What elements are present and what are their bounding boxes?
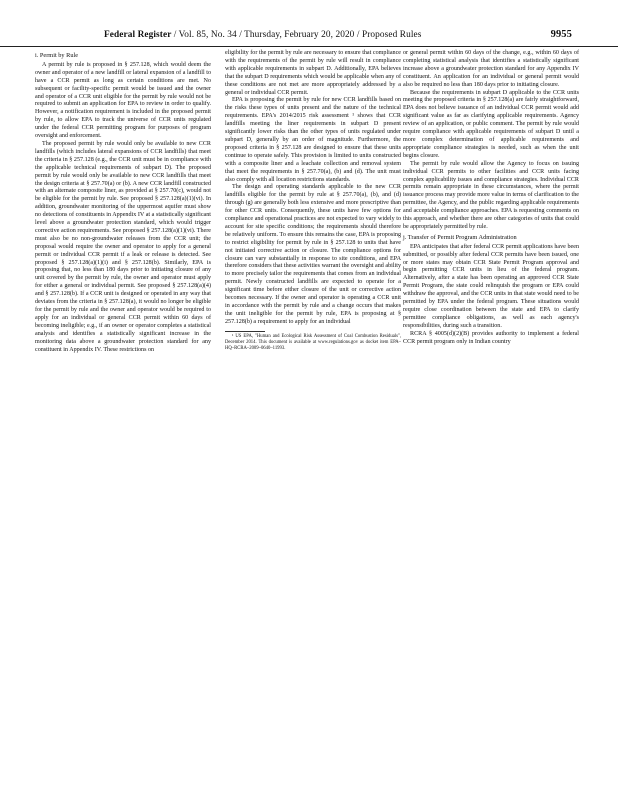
paragraph: EPA is proposing the permit by rule for new CCR landfills based on the risks these types of units present and the nature of the technical requirements. EPA's 2014/2015 risk assessment ¹ shows that CCR landfills meeting the liner requirements in subpart D present significantly lower risks than the other types of units regulated under subpart D, generally by an order of magnitude. Furthermore, the proposed criteria in § 257.128 are designed to ensure that these units continue to operate safely. This provision is limited to units constructed with a composite liner and a leachate collection and removal system that meet the requirements in § 257.70(a), (b) and (d). The unit must also comply with all location restrictions standards.	[225, 97, 401, 183]
body-columns	[35, 50, 585, 795]
section-heading-permit-by-rule: i. Permit by Rule	[35, 52, 79, 59]
page-header	[0, 0, 618, 44]
column-3	[403, 50, 579, 347]
header-rule	[0, 46, 618, 47]
footnote-rule	[225, 331, 265, 332]
journal-title: Federal Register	[104, 30, 172, 40]
paragraph: The proposed permit by rule would only be available to new CCR landfills (which includes lateral expansions of CCR landfills) that meet the criteria in § 257.128 (e.g., the CCR unit must be in compliance with the applicable technical requirements of subpart D). The proposed permit by rule would only be available to new CCR landfills that meet the design criteria at § 257.70(a) or (b). A new CCR landfill constructed with an alternate composite liner, as provided at § 257.70(c), would not be eligible for the permit by rule. See proposed § 257.128(a)(1)(vi). In addition, groundwater monitoring of the uppermost aquifer must show no detections of constituents in Appendix IV at a statistically significant level above a groundwater protection standard, which would trigger corrective action requirements. See proposed § 257.128(a)(1)(vi). There must also be no non-groundwater releases from the CCR unit; the proposal would require the owner and operator to apply for a general permit or individual CCR permit if a leak or release is detected. See proposed § 257.128(a)(1)(i) and § 257.128(b). Similarly, EPA is proposing that, no less than 180 days prior to initiating closure of any unit covered by the permit by rule, the owner and operator must apply for either a general or individual permit. See proposed § 257.128(a)(4) and § 257.128(b). If a CCR unit is designed or operated in any way that deviates from the criteria in § 257.128(a), it would no longer be eligible for the permit by rule and the owner and operator would be required to apply for an individual or general CCR permit within 60 days of becoming ineligible; e.g., if an owner or operator completes a statistical analysis and identifies a statistically significant increase in the monitoring data above a groundwater protection standard for any constituent in Appendix IV. These restrictions on	[35, 140, 211, 353]
issue-info: / Vol. 85, No. 34 / Thursday, February 20, 2020 / Proposed Rules	[173, 30, 422, 40]
paragraph: EPA anticipates that after federal CCR permit applications have been submitted, or possibly after federal CCR permits have been issued, one or more states may obtain CCR State Permit Program approval and begin permitting CCR units in lieu of the federal program. Alternatively, after a state has been operating an approved CCR State Permit Program, the state could relinquish the program or EPA could withdraw the approval, and the CCR units in that state would need to be permitted by EPA under the federal program. These situations would require close coordination between the state and EPA to clarify permittee compliance obligations, as well as each agency's responsibilities, during such a transition.	[403, 243, 579, 329]
running-head	[104, 30, 580, 40]
column-2	[225, 50, 401, 352]
paragraph: The design and operating standards applicable to the new CCR landfills eligible for the permit by rule at § 257.70(a), (b), and (d) through (g) are generally both less extensive and more prescriptive than for other CCR units. Consequently, these units have few options for compliance and operational practices are not expected to vary widely to account for site specific conditions; the requirements should therefore be relatively uniform. To ensure this remains the case, EPA is proposing to restrict eligibility for permit by rule in § 257.128 to units that have not initiated corrective action or closure. The compliance options for closure can vary substantially in response to site conditions, and EPA therefore considers that these activities warrant the oversight and ability to more precisely tailor the requirements that comes from an individual permit. Newly constructed landfills are expected to operate for a significant time before either closure of the unit or corrective action becomes necessary. If the owner and operator is operating a CCR unit in accordance with the permit by rule and a change occurs that makes the unit ineligible for the permit by rule, EPA is proposing at § 257.128(b) a requirement to apply for an individual	[225, 184, 401, 325]
page-number: 9955	[550, 29, 572, 40]
section-heading-transfer: j. Transfer of Permit Program Administration	[403, 233, 517, 241]
paragraph: The permit by rule would allow the Agency to focus on issuing individual CCR permits to other facilities and CCR units facing complex applicability issues and compliance strategies. Individual CCR permits remain appropriate in these circumstances, where the permit issuance process may provide more value in terms of clarification to the permittee, the Agency, and the public regarding applicable requirements and acceptable compliance approaches. EPA is requesting comments on this approach, and whether there are other categories of units that could be appropriately permitted by rule.	[403, 160, 579, 230]
paragraph: or general permit within 60 days of the change, e.g., within 60 days of completing statistical analysis that identifies a statistically significant increase above a groundwater protection standard for any Appendix IV constituent. An application for an individual or general permit would also be required no less than 180 days prior to initiating closure.	[403, 50, 579, 88]
column-1	[35, 50, 211, 354]
paragraph: A permit by rule is proposed in § 257.128, which would deem the owner and operator of a new landfill or lateral expansion of a landfill to have a CCR permit as long as certain conditions are met. No subsequent or facility-specific permit would be issued and the owner and operator of a CCR unit eligible for the permit by rule would not be required to submit an application for EPA to review in order to qualify. However, a notification requirement is included in the proposed permit by rule, to allow EPA to track the universe of CCR units regulated under the federal CCR permitting program for purposes of program oversight and enforcement.	[35, 61, 211, 140]
paragraph: RCRA § 4005(d)(2)(B) provides authority to implement a federal CCR permit program only in Indian country	[403, 330, 579, 345]
paragraph: Because the requirements in subpart D applicable to the CCR units meeting the proposed criteria in § 257.128(a) are fairly straightforward, EPA does not believe issuance of an individual CCR permit would add significant value as far as clarifying applicable requirements. Agency review of an application, or public comment. The permit by rule would require compliance with applicable requirements of subpart D until a more complex determination of applicable requirements and appropriate compliance strategies is needed, such as when the unit begins closure.	[403, 89, 579, 159]
footnote: ¹ US EPA, "Human and Ecological Risk Assessment of Coal Combustion Residuals", December 2014. This document is available at www.regulations.gov as docket item EPA–HQ–RCRA–2009–0640–11993.	[225, 333, 401, 351]
paragraph: eligibility for the permit by rule are necessary to ensure that compliance with the requirements of the permit by rule will result in compliance with applicable requirements in subpart D. Additionally, EPA believes that the subpart D requirements which would be applicable when any of these conditions are not met are more appropriately addressed by a general or individual CCR permit.	[225, 50, 401, 96]
